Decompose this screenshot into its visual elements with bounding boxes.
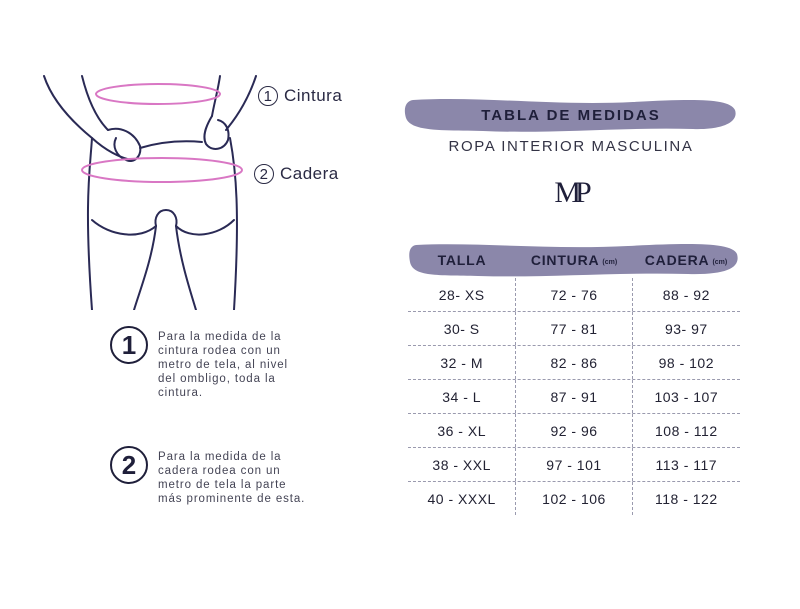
marker-number: 1 <box>258 86 278 106</box>
instruction-number: 2 <box>110 446 148 484</box>
marker-number: 2 <box>254 164 274 184</box>
cell-cintura: 92 - 96 <box>515 414 631 447</box>
cell-cadera: 103 - 107 <box>632 380 740 413</box>
table-row <box>408 278 740 312</box>
cell-cintura: 97 - 101 <box>515 448 631 481</box>
cell-cadera: 98 - 102 <box>632 346 740 379</box>
cell-talla: 36 - XL <box>437 422 486 439</box>
table-row <box>408 448 740 482</box>
cell-cadera: 118 - 122 <box>632 482 740 515</box>
marker-label: Cadera <box>280 164 339 183</box>
cell-cadera: 93- 97 <box>632 312 740 345</box>
table-row <box>408 312 740 346</box>
cell-talla: 38 - XXL <box>432 456 491 473</box>
marker-cadera <box>254 164 339 184</box>
cell-talla: 30- S <box>443 320 480 337</box>
instruction-text: Para la medida de la cadera rodea con un metro de tela la parte más prominente de esta. <box>158 451 306 505</box>
page-title: TABLA DE MEDIDAS <box>481 106 661 124</box>
cell-cintura: 77 - 81 <box>515 312 631 345</box>
column-header-cintura: CINTURA (cm) <box>530 252 618 268</box>
title-banner <box>403 96 739 134</box>
marker-cintura <box>258 86 342 106</box>
instruction-number: 1 <box>110 326 148 364</box>
table-header <box>408 242 740 278</box>
column-unit: (cm) <box>712 259 728 266</box>
cell-cintura: 87 - 91 <box>515 380 631 413</box>
table-row <box>408 380 740 414</box>
column-header-cadera: CADERA (cm) <box>644 252 728 268</box>
size-table <box>408 242 740 515</box>
page-subtitle: ROPA INTERIOR MASCULINA <box>448 138 694 155</box>
brand-logo: MP <box>554 176 586 209</box>
body-outline-icon <box>30 60 270 310</box>
table-row <box>408 414 740 448</box>
column-unit: (cm) <box>602 259 618 266</box>
column-header-talla: TALLA <box>437 252 487 268</box>
cell-talla: 32 - M <box>440 354 484 371</box>
cell-cadera: 88 - 92 <box>632 278 740 311</box>
table-row <box>408 482 740 515</box>
table-body <box>408 278 740 515</box>
cell-cintura: 102 - 106 <box>515 482 631 515</box>
cell-cintura: 82 - 86 <box>515 346 631 379</box>
instruction-cadera <box>110 450 310 506</box>
cell-talla: 28- XS <box>438 286 485 303</box>
cell-talla: 34 - L <box>442 388 482 405</box>
table-row <box>408 346 740 380</box>
cell-cadera: 108 - 112 <box>632 414 740 447</box>
instruction-cintura <box>110 330 310 400</box>
instruction-text: Para la medida de la cintura rodea con un metro de tela, al nivel del ombligo, toda la cintura. <box>158 331 289 399</box>
cell-cadera: 113 - 117 <box>632 448 740 481</box>
cell-talla: 40 - XXXL <box>427 490 496 507</box>
cell-cintura: 72 - 76 <box>515 278 631 311</box>
body-illustration <box>30 60 270 310</box>
marker-label: Cintura <box>284 86 343 105</box>
